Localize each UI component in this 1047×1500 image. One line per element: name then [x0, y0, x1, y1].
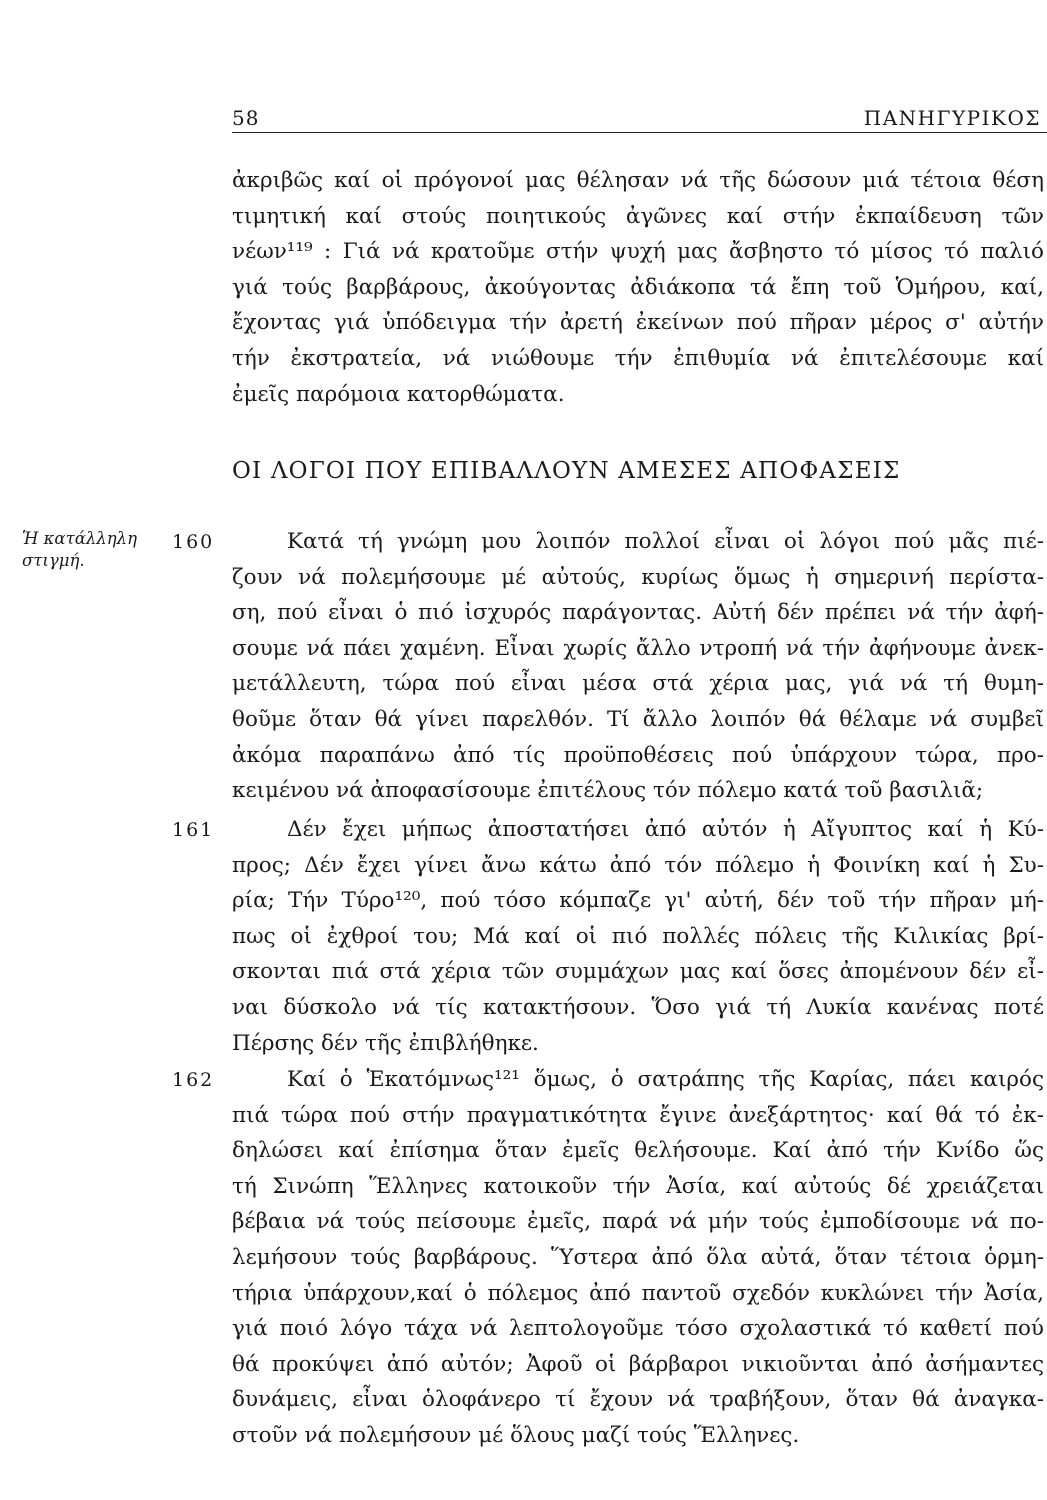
running-head: ΠΑΝΗΓΥΡΙΚΟΣ	[863, 106, 1041, 130]
text-line: ση, πού εἶναι ὁ πιό ἰσχυρός παράγοντας. Αὐτή δέν πρέπει νά τήν ἀφή-	[232, 600, 1044, 626]
text-line: ἀκόμα παραπάνω ἀπό τίς προϋποθέσεις πού ὑπάρχουν τώρα, προ-	[232, 742, 1044, 768]
text-line: δυνάμεις, εἶναι ὁλοφάνερο τί ἔχουν νά τραβήξουν, ὅταν θά ἀναγκα-	[232, 1387, 1044, 1413]
text-line: σουμε νά πάει χαμένη. Εἶναι χωρίς ἄλλο ντροπή νά τήν ἀφήνουμε ἀνεκ-	[232, 635, 1044, 661]
text-line: σκονται πιά στά χέρια τῶν συμμάχων μας καί ὅσες ἀπομένουν δέν εἶ-	[232, 959, 1044, 985]
paragraph-number: 162	[172, 1069, 215, 1091]
paragraph-162	[232, 1062, 1044, 1454]
text-line: ἀκριβῶς καί οἱ πρόγονοί μας θέλησαν νά τῆς δώσουν μιά τέτοια θέση	[232, 168, 1044, 193]
text-line: νέων¹¹⁹ : Γιά νά κρατοῦμε στήν ψυχή μας ἄσβηστο τό μίσος τό παλιό	[232, 239, 1044, 265]
text-line: βέβαια νά τούς πείσουμε ἐμεῖς, παρά νά μήν τούς ἐμποδίσουμε νά πο-	[232, 1209, 1044, 1235]
text-line: ζουν νά πολεμήσουμε μέ αὐτούς, κυρίως ὅμως ἡ σημερινή περίστα-	[232, 564, 1044, 590]
paragraph-160	[232, 524, 1044, 809]
text-line: ρία; Τήν Τύρο¹²⁰, πού τόσο κόμπαζε γι' αὐτή, δέν τοῦ τήν πῆραν μή-	[232, 888, 1044, 914]
paragraph-number: 160	[172, 531, 215, 553]
text-line: θοῦμε ὅταν θά γίνει παρελθόν. Τί ἄλλο λοιπόν θά θέλαμε νά συμβεῖ	[232, 706, 1044, 732]
page-number: 58	[232, 106, 260, 130]
text-line: γιά τούς βαρβάρους, ἀκούγοντας ἀδιάκοπα τά ἔπη τοῦ Ὁμήρου, καί,	[232, 274, 1044, 300]
text-line: λεμήσουν τούς βαρβάρους. Ὕστερα ἀπό ὅλα αὐτά, ὅταν τέτοια ὁρμη-	[232, 1244, 1044, 1270]
text-line: δηλώσει καί ἐπίσημα ὅταν ἐμεῖς θελήσουμε. Καί ἀπό τήν Κνίδο ὥς	[232, 1138, 1044, 1164]
intro-paragraph	[232, 163, 1044, 412]
text-line: ναι δύσκολο νά τίς κατακτήσουν. Ὅσο γιά τή Λυκία κανένας ποτέ	[232, 994, 1044, 1020]
margin-note: Ἡ κατάλληλη στιγμή.	[22, 529, 137, 570]
text-line: στοῦν νά πολεμήσουν μέ ὅλους μαζί τούς Ἕλληνες.	[232, 1422, 800, 1448]
text-line: Δέν ἔχει μήπως ἀποστατήσει ἀπό αὐτόν ἡ Αἴγυπτος καί ἡ Κύ-	[287, 817, 1044, 842]
text-line: μετάλλευτη, τώρα πού εἶναι μέσα στά χέρια μας, γιά νά τή θυμη-	[232, 671, 1044, 697]
text-line: Πέρσης δέν τῆς ἐπιβλήθηκε.	[232, 1030, 539, 1056]
paragraph-number: 161	[172, 819, 215, 841]
page-header	[232, 106, 1047, 133]
text-line: θά προκύψει ἀπό αὐτόν; Ἀφοῦ οἱ βάρβαροι νικιοῦνται ἀπό ἀσήμαντες	[232, 1351, 1044, 1377]
text-line: τή Σινώπη Ἕλληνες κατοικοῦν τήν Ἀσία, καί αὐτούς δέ χρειάζεται	[232, 1173, 1044, 1199]
text-line: γιά ποιό λόγο τάχα νά λεπτολογοῦμε τόσο σχολαστικά τό καθετί πού	[232, 1316, 1044, 1342]
text-line: ἔχοντας γιά ὑπόδειγμα τήν ἀρετή ἐκείνων πού πῆραν μέρος σ' αὐτήν	[232, 310, 1044, 336]
text-line: ἐμεῖς παρόμοια κατορθώματα.	[232, 381, 565, 407]
text-line: πως οἱ ἐχθροί του; Μά καί οἱ πιό πολλές πόλεις τῆς Κιλικίας βρί-	[232, 923, 1044, 949]
text-line: προς; Δέν ἔχει γίνει ἄνω κάτω ἀπό τόν πόλεμο ἡ Φοινίκη καί ἡ Συ-	[232, 852, 1044, 878]
text-line: κειμένου νά ἀποφασίσουμε ἐπιτέλους τόν πόλεμο κατά τοῦ βασιλιᾶ;	[232, 778, 984, 804]
text-line: Καί ὁ Ἑκατόμνως¹²¹ ὅμως, ὁ σατράπης τῆς Καρίας, πάει καιρός	[287, 1067, 1044, 1092]
paragraph-161	[232, 812, 1044, 1061]
section-title: ΟΙ ΛΟΓΟΙ ΠΟΥ ΕΠΙΒΑΛΛΟΥΝ ΑΜΕΣΕΣ ΑΠΟΦΑΣΕΙΣ	[232, 458, 901, 484]
text-line: πιά τώρα πού στήν πραγματικότητα ἔγινε ἀνεξάρτητος· καί θά τό ἐκ-	[232, 1102, 1044, 1128]
text-line: Κατά τή γνώμη μου λοιπόν πολλοί εἶναι οἱ λόγοι πού μᾶς πιέ-	[287, 529, 1044, 554]
text-line: τήν ἐκστρατεία, νά νιώθουμε τήν ἐπιθυμία νά ἐπιτελέσουμε καί	[232, 345, 1044, 371]
text-line: τήρια ὑπάρχουν,καί ὁ πόλεμος ἀπό παντοῦ σχεδόν κυκλώνει τήν Ἀσία,	[232, 1280, 1044, 1306]
text-line: τιμητική καί στούς ποιητικούς ἀγῶνες καί στήν ἐκπαίδευση τῶν	[232, 203, 1044, 229]
